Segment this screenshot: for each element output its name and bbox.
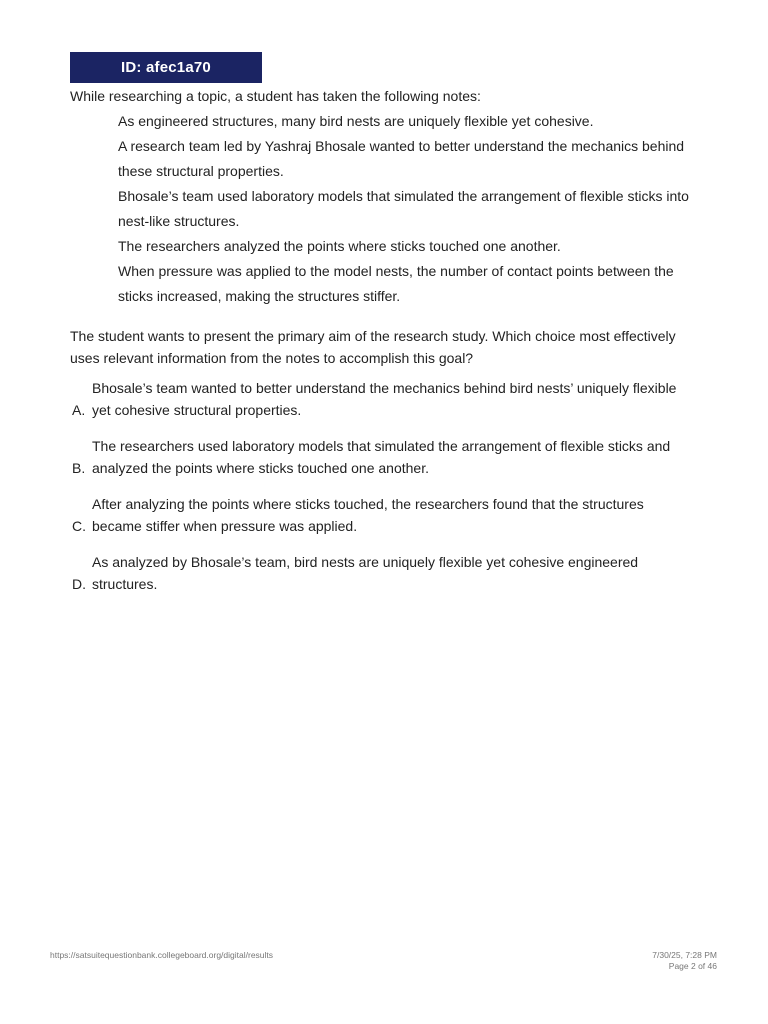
note-item: When pressure was applied to the model nests, the number of contact points between the sticks increased, making the structures stiffer.	[118, 263, 674, 304]
note-item: As engineered structures, many bird nests are uniquely flexible yet cohesive.	[118, 113, 594, 129]
note-item: The researchers analyzed the points where sticks touched one another.	[118, 238, 561, 254]
choice-text: As analyzed by Bhosale’s team, bird nests are uniquely flexible yet cohesive engineered structures.	[92, 554, 639, 592]
footer-datetime: 7/30/25, 7:28 PM	[652, 950, 717, 960]
footer-page-number: Page 2 of 46	[668, 961, 717, 971]
choice-text: The researchers used laboratory models that simulated the arrangement of flexible sticks and analyzed the points where sticks touched one another.	[92, 438, 671, 476]
choice-a[interactable]	[70, 377, 700, 421]
choice-d[interactable]	[70, 551, 700, 595]
note-item: Bhosale’s team used laboratory models that simulated the arrangement of flexible sticks into nest-like structures.	[118, 188, 689, 229]
choice-b[interactable]	[70, 435, 700, 479]
choice-letter: D.	[72, 576, 86, 592]
question-id-badge: ID: afec1a70	[70, 52, 262, 83]
footer-url: https://satsuitequestionbank.collegeboard.org/digital/results	[50, 950, 274, 960]
choice-letter: A.	[72, 402, 86, 418]
question-text: The student wants to present the primary aim of the research study. Which choice most effectively uses relevant information from the notes to accomplish this goal?	[70, 328, 676, 366]
choice-c[interactable]	[70, 493, 700, 537]
choice-text: After analyzing the points where sticks touched, the researchers found that the structures became stiffer when pressure was applied.	[92, 496, 644, 534]
note-item: A research team led by Yashraj Bhosale wanted to better understand the mechanics behind these structural properties.	[118, 138, 685, 179]
choice-letter: B.	[72, 460, 86, 476]
footer-meta	[652, 950, 717, 972]
choice-letter: C.	[72, 518, 86, 534]
notes-list	[118, 109, 698, 309]
intro-text: While researching a topic, a student has taken the following notes:	[70, 88, 481, 104]
choice-text: Bhosale’s team wanted to better understand the mechanics behind bird nests’ uniquely flexible yet cohesive structural properties.	[92, 380, 677, 418]
